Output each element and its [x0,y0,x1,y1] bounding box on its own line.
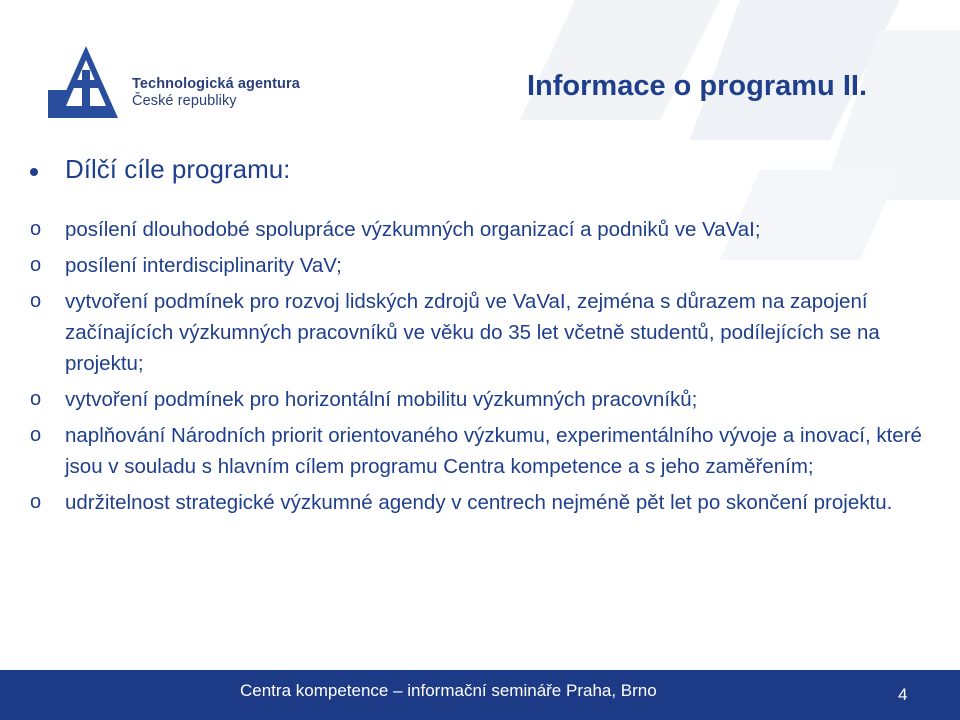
list-bullet: o [30,388,42,410]
list-item-text: posílení dlouhodobé spolupráce výzkumných organizací a podniků ve VaVaI; [65,218,761,241]
list-item-text: udržitelnost strategické výzkumné agendy v centrech nejméně pět let po skončení projektu. [65,491,893,514]
list-item [30,487,940,518]
footer-bar [0,670,960,720]
section-heading-text: Dílčí cíle programu: [65,154,291,184]
agency-name [132,76,300,110]
agency-name-line2: České republiky [132,93,237,109]
agency-logo-mark-icon [48,46,134,124]
agency-logo [48,46,308,126]
list-bullet: o [30,290,42,312]
list-bullet: o [30,218,42,240]
slide-title: Informace o programu II. [527,70,867,102]
agency-name-line1: Technologická agentura [132,76,300,92]
bullet-dot-icon [30,168,38,176]
list-item [30,286,940,379]
list-bullet: o [30,424,42,446]
list-bullet: o [30,254,42,276]
list-item-text: vytvoření podmínek pro rozvoj lidských zdrojů ve VaVaI, zejména s důrazem na zapojení začínajících výzkumných pracovníků ve věku do 35 let včetně studentů, podílejících se na projektu; [65,290,880,375]
list-bullet: o [30,491,42,513]
list-item-text: naplňování Národních priorit orientovaného výzkumu, experimentálního vývoje a inovací, které jsou v souladu s hlavním cílem programu Centra kompetence a s jeho zaměřením; [65,424,922,478]
list-item-text: posílení interdisciplinarity VaV; [65,254,342,277]
list-item [30,420,940,482]
list-item [30,214,940,245]
goals-list [30,214,940,523]
footer-text: Centra kompetence – informační semináře Praha, Brno [240,681,657,700]
list-item [30,384,940,415]
list-item-text: vytvoření podmínek pro horizontální mobilitu výzkumných pracovníků; [65,388,698,411]
list-item [30,250,940,281]
page-number: 4 [898,685,908,704]
